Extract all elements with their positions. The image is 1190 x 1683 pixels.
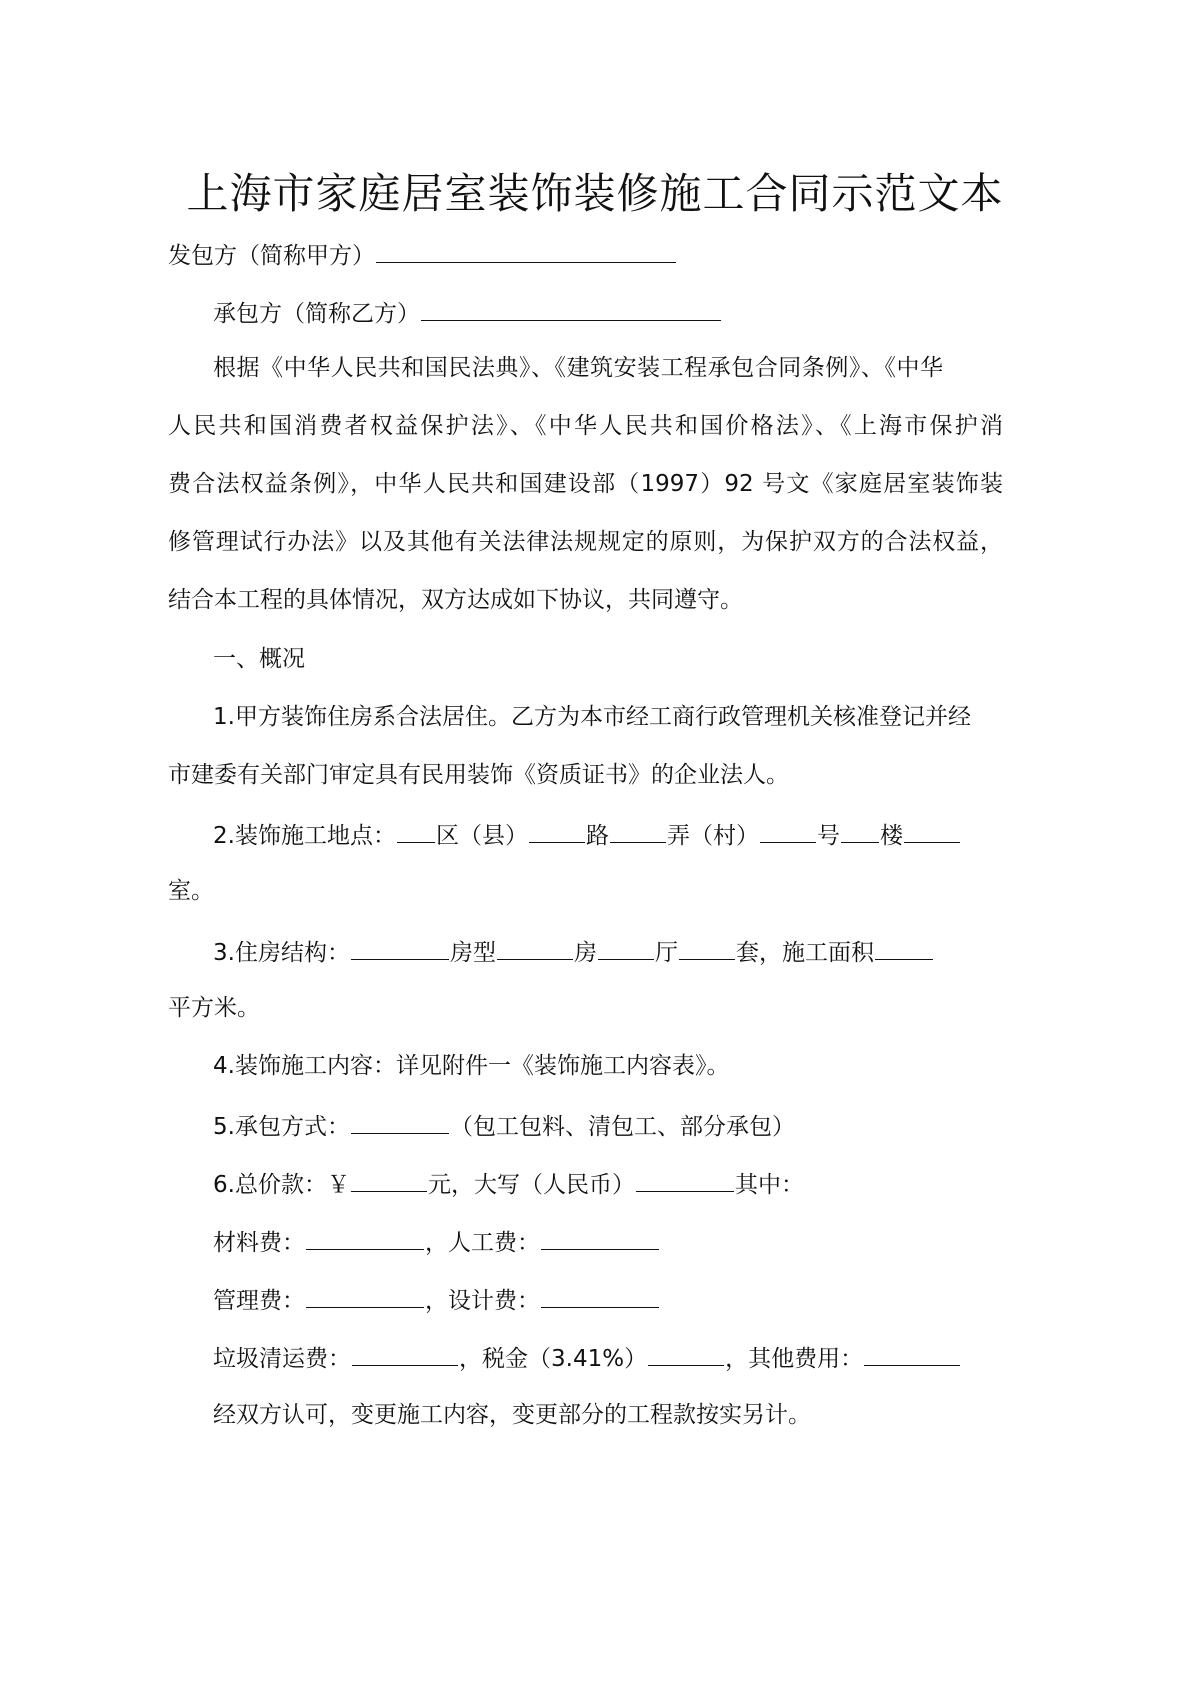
fees-line-2: [213, 1283, 660, 1316]
item2-prefix: 2.装饰施工地点：: [213, 823, 396, 849]
material-fee-label: 材料费：: [213, 1230, 305, 1256]
fees-line-1: [213, 1225, 660, 1258]
item5-prefix: 5.承包方式：: [213, 1114, 350, 1140]
contract-mode-blank[interactable]: [351, 1109, 449, 1134]
other-fee-label: ，其他费用：: [725, 1346, 864, 1372]
item1-line-1: 1.甲方装饰住房系合法居住。乙方为本市经工商行政管理机关核准登记并经: [213, 704, 971, 730]
party-a-label: 发包方（简称甲方）: [168, 243, 375, 269]
management-fee-label: 管理费：: [213, 1288, 305, 1314]
fees-line-3: [213, 1341, 961, 1374]
item3-structure-line: [213, 935, 934, 968]
type-label: 房型: [449, 940, 496, 966]
rooms-label: 房: [573, 940, 597, 966]
garbage-fee-blank[interactable]: [352, 1341, 458, 1366]
district-label: 区（县）: [435, 823, 528, 849]
labor-fee-label: ，人工费：: [425, 1230, 540, 1256]
preamble-line-2: 人民共和国消费者权益保护法》、《中华人民共和国价格法》、《上海市保护消: [168, 413, 1003, 439]
area-blank[interactable]: [875, 935, 933, 960]
item3-unit-label: 平方米。: [168, 995, 260, 1021]
number-blank[interactable]: [760, 818, 816, 843]
item5-line: [213, 1109, 795, 1142]
number-label: 号: [816, 823, 840, 849]
item6-prefix: 6.总价款：￥: [213, 1172, 350, 1198]
item3-prefix: 3.住房结构：: [213, 940, 350, 966]
garbage-fee-label: 垃圾清运费：: [213, 1346, 351, 1372]
party-b-blank[interactable]: [421, 296, 721, 321]
district-blank[interactable]: [397, 818, 435, 843]
party-a-line: [168, 238, 677, 271]
suite-label: 套，施工面积: [735, 940, 874, 966]
yuan-label: 元，大写（人民币）: [427, 1172, 635, 1198]
preamble-line-5: 结合本工程的具体情况，双方达成如下协议，共同遵守。: [168, 587, 743, 613]
total-amount-blank[interactable]: [351, 1167, 427, 1192]
design-fee-label: ，设计费：: [425, 1288, 540, 1314]
preamble-line-3: 费合法权益条例》，中华人民共和国建设部（1997）92 号文《家庭居室装饰装: [168, 471, 1003, 497]
contract-mode-options: （包工包料、清包工、部分承包）: [449, 1114, 795, 1140]
item1-line-2: 市建委有关部门审定具有民用装饰《资质证书》的企业法人。: [168, 762, 789, 788]
total-amount-words-blank[interactable]: [636, 1167, 734, 1192]
party-a-blank[interactable]: [376, 238, 676, 263]
preamble-line-1: 根据《中华人民共和国民法典》、《建筑安装工程承包合同条例》、《中华: [213, 355, 943, 381]
labor-fee-blank[interactable]: [541, 1225, 659, 1250]
item2-room-label: 室。: [168, 878, 214, 904]
halls-blank[interactable]: [679, 935, 735, 960]
road-blank[interactable]: [529, 818, 585, 843]
lane-label: 弄（村）: [666, 823, 759, 849]
halls-label: 厅: [654, 940, 678, 966]
design-fee-blank[interactable]: [541, 1283, 659, 1308]
management-fee-blank[interactable]: [306, 1283, 424, 1308]
section-heading-overview: 一、概况: [213, 646, 305, 672]
other-fee-blank[interactable]: [864, 1341, 960, 1366]
document-title: 上海市家庭居室装饰装修施工合同示范文本: [186, 169, 1004, 218]
tax-blank[interactable]: [648, 1341, 724, 1366]
room-blank[interactable]: [904, 818, 960, 843]
item2-address-line: [213, 818, 961, 851]
type-blank[interactable]: [497, 935, 573, 960]
material-fee-blank[interactable]: [306, 1225, 424, 1250]
item6-line: [213, 1167, 804, 1200]
party-b-label: 承包方（简称乙方）: [213, 301, 420, 327]
closing-line: 经双方认可，变更施工内容，变更部分的工程款按实另计。: [213, 1402, 811, 1428]
rooms-blank[interactable]: [598, 935, 654, 960]
building-label: 楼: [879, 823, 903, 849]
lane-blank[interactable]: [610, 818, 666, 843]
party-b-line: [213, 296, 722, 329]
structure-blank[interactable]: [351, 935, 449, 960]
among-label: 其中：: [734, 1172, 804, 1198]
building-blank[interactable]: [841, 818, 879, 843]
preamble-line-4: 修管理试行办法》以及其他有关法律法规规定的原则，为保护双方的合法权益，: [168, 529, 1003, 555]
road-label: 路: [585, 823, 609, 849]
tax-label: ，税金（3.41%）: [459, 1346, 648, 1372]
item4-line: 4.装饰施工内容：详见附件一《装饰施工内容表》。: [213, 1053, 730, 1079]
